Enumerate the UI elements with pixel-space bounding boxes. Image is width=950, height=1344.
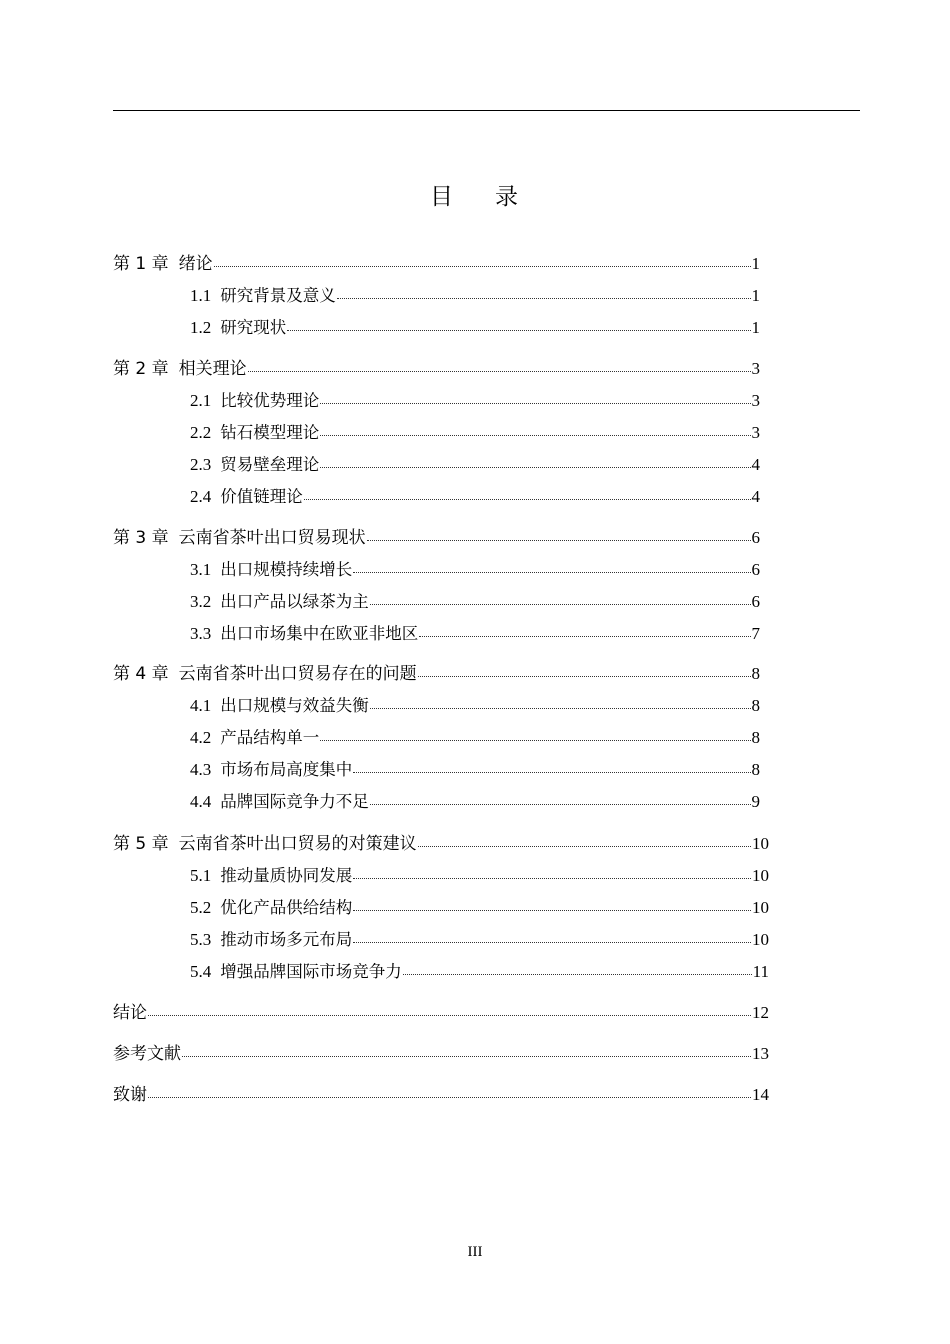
toc-section-entry[interactable]	[190, 477, 760, 507]
toc-entry-title: 推动量质协同发展	[220, 866, 353, 885]
toc-page-number: 3	[751, 359, 760, 378]
toc-entry-label	[190, 419, 319, 443]
toc-dot-leader	[353, 572, 750, 573]
toc-dot-leader	[353, 942, 751, 943]
toc-dot-leader	[418, 676, 751, 677]
toc-section-entry[interactable]	[190, 308, 760, 338]
toc-chapter-prefix: 第 3 章	[113, 528, 169, 548]
toc-section-number: 3.3	[190, 624, 212, 643]
toc-dot-leader	[370, 804, 751, 805]
toc-chapter-entry[interactable]	[113, 1075, 769, 1105]
toc-chapter-entry[interactable]	[113, 993, 769, 1023]
toc-section-entry[interactable]	[190, 782, 760, 812]
toc-entry-title: 研究现状	[220, 318, 287, 337]
toc-entry-label	[113, 249, 213, 274]
toc-section-entry[interactable]	[190, 952, 769, 982]
toc-entry-label	[190, 958, 402, 982]
toc-dot-leader	[353, 878, 751, 879]
toc-entry-label	[113, 523, 366, 548]
toc-page-number: 1	[751, 318, 760, 337]
toc-section-entry[interactable]	[190, 550, 760, 580]
toc-section-entry[interactable]	[190, 686, 760, 716]
toc-page-number: 6	[751, 528, 760, 547]
toc-section-number: 4.1	[190, 696, 212, 715]
toc-entry-label	[190, 556, 352, 580]
toc-entry-title: 推动市场多元布局	[220, 930, 353, 949]
toc-dot-leader	[214, 266, 751, 267]
toc-dot-leader	[353, 772, 750, 773]
toc-page-number: 4	[751, 487, 760, 506]
toc-dot-leader	[370, 708, 751, 709]
toc-entry-title: 优化产品供给结构	[220, 898, 353, 917]
toc-chapter-entry[interactable]	[113, 244, 760, 274]
toc-section-entry[interactable]	[190, 381, 760, 411]
toc-entry-label	[190, 926, 352, 950]
toc-entry-title: 贸易壁垒理论	[220, 455, 320, 474]
toc-entry-label	[190, 692, 369, 716]
toc-dot-leader	[304, 499, 751, 500]
toc-entry-label	[190, 788, 369, 812]
toc-page-number: 10	[752, 898, 769, 917]
toc-page-number: 10	[752, 930, 769, 949]
toc-entry-title: 品牌国际竞争力不足	[220, 792, 369, 811]
toc-page-number: 1	[751, 254, 760, 273]
toc-page-number: 6	[751, 560, 760, 579]
toc-section-number: 5.2	[190, 898, 212, 917]
toc-entry-title: 云南省茶叶出口贸易现状	[178, 528, 366, 548]
toc-dot-leader	[403, 974, 752, 975]
toc-section-entry[interactable]	[190, 718, 760, 748]
toc-page-number: 10	[752, 866, 769, 885]
toc-page-number: 14	[752, 1085, 769, 1104]
toc-section-number: 4.3	[190, 760, 212, 779]
toc-entry-label	[190, 483, 303, 507]
toc-entry-title: 云南省茶叶出口贸易存在的问题	[178, 664, 417, 684]
toc-dot-leader	[182, 1056, 751, 1057]
title-char-2: 录	[495, 184, 520, 210]
toc-entry-title: 出口规模与效益失衡	[220, 696, 369, 715]
toc-entry-title: 研究背景及意义	[220, 286, 336, 305]
toc-page-number: 8	[751, 728, 760, 747]
toc-entry-label	[113, 1080, 147, 1105]
toc-entry-label	[190, 387, 319, 411]
toc-chapter-prefix: 第 5 章	[113, 834, 169, 854]
toc-page-number: 12	[752, 1003, 769, 1022]
toc-dot-leader	[320, 403, 750, 404]
toc-section-number: 1.2	[190, 318, 212, 337]
toc-section-entry[interactable]	[190, 920, 769, 950]
toc-chapter-entry[interactable]	[113, 654, 760, 684]
toc-page-number: 4	[751, 455, 760, 474]
toc-entry-title: 参考文献	[113, 1044, 181, 1064]
toc-section-number: 2.3	[190, 455, 212, 474]
toc-entry-title: 出口规模持续增长	[220, 560, 353, 579]
toc-section-number: 2.2	[190, 423, 212, 442]
toc-dot-leader	[148, 1015, 751, 1016]
toc-chapter-entry[interactable]	[113, 349, 760, 379]
page-number: III	[467, 1244, 483, 1260]
toc-section-number: 4.4	[190, 792, 212, 811]
toc-entry-title: 相关理论	[178, 359, 247, 379]
toc-entry-label	[190, 314, 286, 338]
toc-entry-title: 出口产品以绿茶为主	[220, 592, 369, 611]
toc-section-number: 2.1	[190, 391, 212, 410]
toc-entry-title: 市场布局高度集中	[220, 760, 353, 779]
toc-dot-leader	[370, 604, 751, 605]
header-rule	[113, 110, 860, 111]
toc-page-number: 8	[751, 696, 760, 715]
toc-section-entry[interactable]	[190, 614, 760, 644]
toc-dot-leader	[367, 540, 751, 541]
toc-entry-title: 绪论	[178, 254, 213, 274]
toc-entry-label	[190, 724, 319, 748]
toc-section-entry[interactable]	[190, 750, 760, 780]
toc-section-entry[interactable]	[190, 276, 760, 306]
toc-section-entry[interactable]	[190, 582, 760, 612]
toc-page-number: 3	[751, 391, 760, 410]
toc-page-number: 6	[751, 592, 760, 611]
toc-section-number: 1.1	[190, 286, 212, 305]
toc-entry-title: 云南省茶叶出口贸易的对策建议	[178, 834, 417, 854]
toc-page-number: 11	[752, 962, 769, 981]
toc-page-number: 13	[752, 1044, 769, 1063]
toc-dot-leader	[337, 298, 751, 299]
toc-section-number: 3.2	[190, 592, 212, 611]
toc-dot-leader	[248, 371, 751, 372]
toc-entry-label	[190, 451, 319, 475]
title-char-1: 目	[430, 184, 455, 210]
toc-dot-leader	[320, 467, 750, 468]
toc-entry-title: 结论	[113, 1003, 147, 1023]
toc-entry-title: 钻石模型理论	[220, 423, 320, 442]
toc-dot-leader	[287, 330, 750, 331]
toc-section-number: 3.1	[190, 560, 212, 579]
toc-section-number: 4.2	[190, 728, 212, 747]
page-title	[0, 178, 950, 211]
toc-section-number: 5.3	[190, 930, 212, 949]
toc-entry-title: 比较优势理论	[220, 391, 320, 410]
toc-page-number: 9	[751, 792, 760, 811]
toc-page-number: 10	[752, 834, 769, 853]
toc-entry-label	[190, 756, 352, 780]
toc-entry-title: 价值链理论	[220, 487, 303, 506]
toc-entry-title: 出口市场集中在欧亚非地区	[220, 624, 419, 643]
toc-entry-label	[190, 862, 352, 886]
toc-dot-leader	[320, 435, 750, 436]
toc-section-number: 5.1	[190, 866, 212, 885]
toc-section-entry[interactable]	[190, 888, 769, 918]
toc-entry-label	[190, 894, 352, 918]
toc-dot-leader	[419, 636, 750, 637]
toc-entry-title: 增强品牌国际市场竞争力	[220, 962, 402, 981]
toc-chapter-entry[interactable]	[113, 1034, 769, 1064]
toc-section-entry[interactable]	[190, 445, 760, 475]
toc-page-number: 7	[751, 624, 760, 643]
toc-entry-label	[190, 620, 418, 644]
toc-section-entry[interactable]	[190, 856, 769, 886]
toc-dot-leader	[320, 740, 750, 741]
toc-entry-label	[113, 829, 417, 854]
toc-page-number: 1	[751, 286, 760, 305]
toc-dot-leader	[148, 1097, 751, 1098]
toc-entry-label	[113, 1039, 181, 1064]
toc-page-number: 8	[751, 760, 760, 779]
toc-entry-label	[190, 588, 369, 612]
toc-dot-leader	[353, 910, 751, 911]
toc-section-number: 2.4	[190, 487, 212, 506]
toc-chapter-prefix: 第 1 章	[113, 254, 169, 274]
toc-chapter-prefix: 第 4 章	[113, 664, 169, 684]
toc-entry-title: 致谢	[113, 1085, 147, 1105]
toc-entry-label	[190, 282, 336, 306]
toc-page-number: 8	[751, 664, 760, 683]
toc-chapter-entry[interactable]	[113, 824, 769, 854]
toc-chapter-entry[interactable]	[113, 518, 760, 548]
toc-page-number: 3	[751, 423, 760, 442]
toc-entry-label	[113, 998, 147, 1023]
toc-entry-title: 产品结构单一	[220, 728, 320, 747]
toc-entry-label	[113, 354, 247, 379]
toc-section-number: 5.4	[190, 962, 212, 981]
toc-section-entry[interactable]	[190, 413, 760, 443]
toc-chapter-prefix: 第 2 章	[113, 359, 169, 379]
toc-entry-label	[113, 659, 417, 684]
toc-dot-leader	[418, 846, 751, 847]
